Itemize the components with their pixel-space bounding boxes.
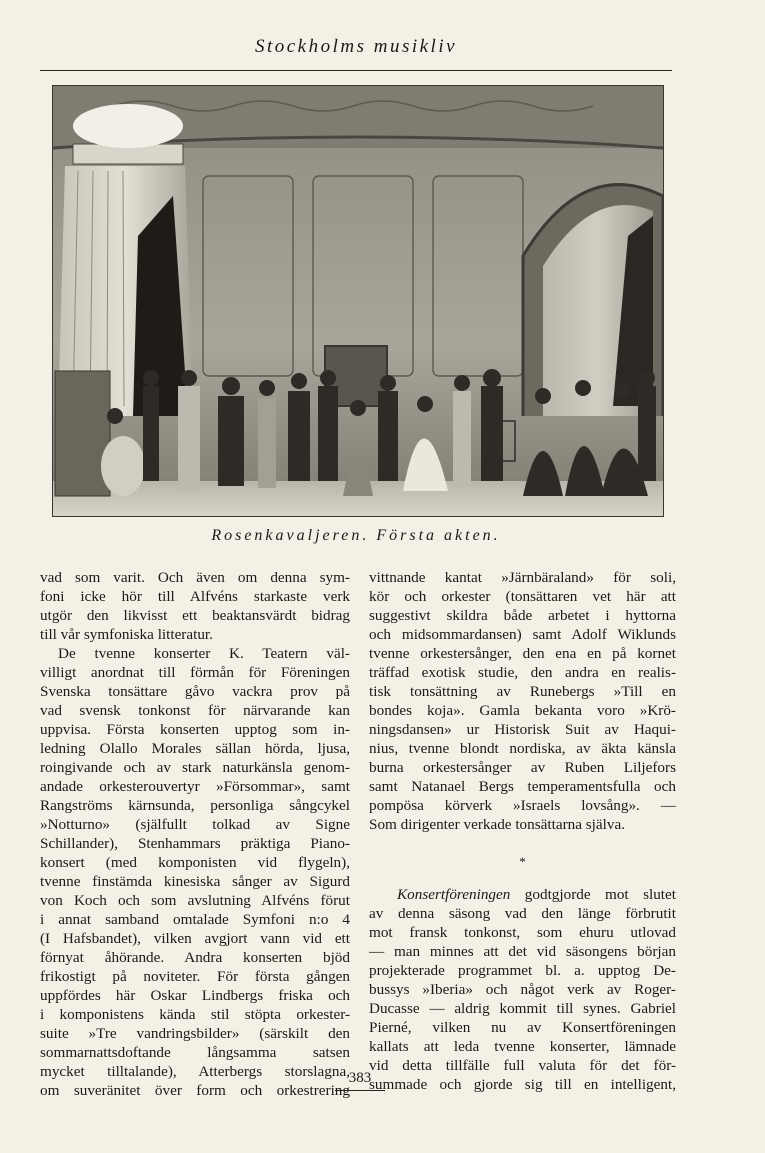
lead-rest: godtgjorde mot slutet (510, 886, 676, 903)
text-line: utgör den likvisst ett beaktansvärdt bidrag (40, 607, 350, 624)
right-column (369, 568, 676, 1094)
text-line: ningsdansen» ur Historisk Suit av Haqui- (369, 721, 676, 738)
text-line: tvenne finstämda kinesiska sånger av Sigurd (40, 873, 350, 890)
text-line: suggestivt skildra både arbetet i hyttorna (369, 607, 676, 624)
page-number: 383 (348, 1070, 372, 1086)
stage-photograph (52, 85, 664, 517)
text-line: De tvenne konserter K. Teatern väl- (58, 645, 350, 662)
text-line: träffad exotisk studie, den andra en realis- (369, 664, 676, 681)
text-line: av denna säsong vad den länge förbrutit (369, 905, 676, 922)
text-line: roingivande och av stark naturkänsla genom- (40, 759, 350, 776)
figure-caption: Rosenkavaljeren. Första akten. (211, 527, 501, 544)
text-line: ledning Olallo Morales sällan hörda, ljusa, (40, 740, 350, 757)
text-line: andade orkesterouvertyr »Försommar», samt (40, 778, 350, 795)
text-line: sommarnattsdoftande långsamma satsen (40, 1044, 350, 1061)
footer-rule (335, 1090, 385, 1091)
text-line: konsert (med komponisten vid flygeln), (40, 854, 350, 871)
text-line: — man minnes att det vid säsongens början (369, 943, 676, 960)
text-line: projekterade programmet bl. a. upptog De- (369, 962, 676, 979)
text-line: tvenne orkestersånger, den ena en på kornet (369, 645, 676, 662)
text-line: i komponistens kända stil stöpta orkester- (40, 1006, 350, 1023)
left-column (40, 568, 350, 1100)
text-line: burna orkestersånger av Ruben Liljefors (369, 759, 676, 776)
section-separator: * (519, 854, 526, 869)
text-line: vittnande kantat »Järnbäraland» för soli, (369, 569, 676, 586)
text-line: till vår symfoniska litteratur. (40, 626, 213, 643)
text-line: och midsommardansen) samt Adolf Wiklunds (369, 626, 676, 643)
text-line: uppfördes här Oskar Lindbergs friska och (40, 987, 350, 1004)
text-line: om suveränitet över form och orkestrering (40, 1082, 350, 1099)
text-line: vid detta tillfälle full valuta för det för- (369, 1057, 676, 1074)
header-rule (40, 70, 672, 71)
text-line: bondes koja». Gamla bekanta voro »Krö- (369, 702, 676, 719)
text-line: kallats att leda tvenne konserter, lämnade (369, 1038, 676, 1055)
text-line: nius, tvenne blondt nordiska, av äkta känsla (369, 740, 676, 757)
text-line (369, 885, 676, 904)
text-line: vad svensk tonkonst för närvarande kan (40, 702, 350, 719)
text-line: kör och orkester (tonsättaren vet här att (369, 588, 676, 605)
text-line: Ducasse — aldrig kommit till synes. Gabriel (369, 1000, 676, 1017)
text-line: Schillander), Stenhammars präktiga Piano- (40, 835, 350, 852)
text-line: foni icke hör till Alfvéns starkaste verk (40, 588, 350, 605)
text-line: summade och gjorde sig till en intelligent, (369, 1076, 676, 1093)
lead-italic: Konsertföreningen (397, 886, 511, 903)
text-line: vad som varit. Och även om denna sym- (40, 569, 350, 586)
running-head: Stockholms musikliv (254, 36, 458, 57)
text-line: von Koch och som avslutning Alfvéns förut (40, 892, 350, 909)
text-line: pompösa körverk »Israels lovsång». — (369, 797, 676, 814)
text-line: suite »Tre vandringsbilder» (särskilt den (40, 1025, 350, 1042)
text-line: Som dirigenter verkade tonsättarna själva. (369, 816, 625, 833)
text-line: samt Natanael Bergs temperamentsfulla och (369, 778, 676, 795)
photograph-illustration (53, 86, 663, 516)
text-line: Svenska tonsättare gåvo vackra prov på (40, 683, 350, 700)
text-line: förnyat åhörande. Andra konserten bjöd (40, 949, 350, 966)
text-line: tisk tonsättning av Runebergs »Till en (369, 683, 676, 700)
text-line: (I Hafsbandet), vilken avgjort vann vid ett (40, 930, 350, 947)
text-line: Pierné, vilken nu av Konsertföreningen (369, 1019, 676, 1036)
text-line: i annat samband omtalade Symfoni n:o 4 (40, 911, 350, 928)
text-line: »Notturno» (själfullt tolkad av Signe (40, 816, 350, 833)
text-line: mot fransk tonkonst, som ehuru utlovad (369, 924, 676, 941)
text-line: villigt anordnat till förmån för Föreningen (40, 664, 350, 681)
text-line: frikostigt på noviteter. För första gången (40, 968, 350, 985)
text-line: uppvisa. Första konserten upptog som in- (40, 721, 350, 738)
text-line: bussys »Iberia» och något verk av Roger- (369, 981, 676, 998)
text-line: mycket tilltalande), Atterbergs storslagna, (40, 1063, 350, 1080)
text-line: Rangströms kärnsunda, personliga sångcykel (40, 797, 350, 814)
